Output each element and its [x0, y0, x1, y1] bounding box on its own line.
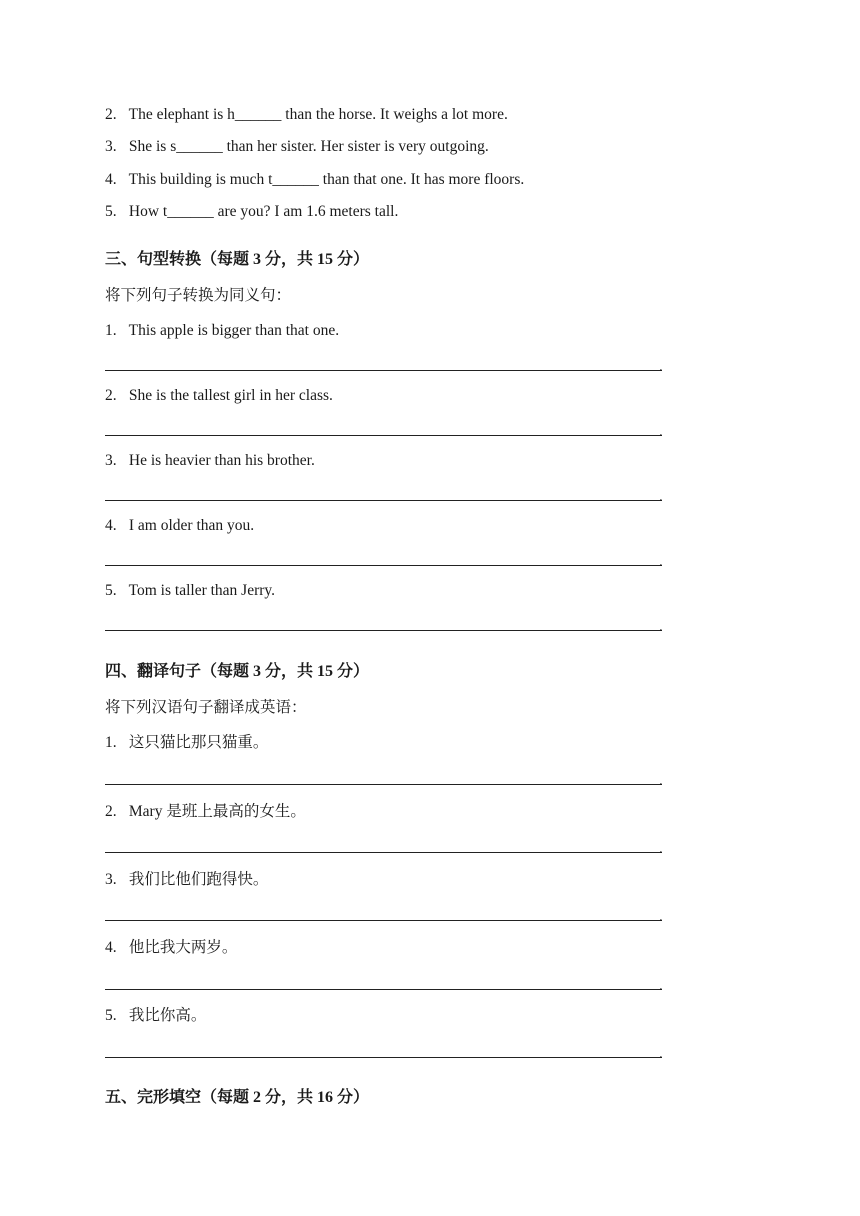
answer-line[interactable] — [105, 852, 662, 853]
item-text: 他比我大两岁。 — [128, 939, 238, 956]
item-number: 4. — [105, 517, 117, 534]
line-end-period: . — [659, 359, 663, 375]
section-heading: 五、完形填空（每题 2 分，共 16 分） — [105, 1089, 370, 1106]
item-number: 3. — [105, 138, 117, 155]
answer-line[interactable] — [105, 784, 662, 785]
rewrite-item — [105, 516, 254, 536]
item-text: I am older than you. — [128, 517, 255, 534]
answer-line[interactable] — [105, 630, 662, 631]
line-end-period: . — [659, 554, 663, 570]
rewrite-item — [105, 386, 333, 406]
translate-item — [105, 938, 237, 958]
item-number: 2. — [105, 387, 117, 404]
item-text: She is the tallest girl in her class. — [128, 387, 333, 404]
translate-item — [105, 733, 268, 753]
item-number: 4. — [105, 171, 117, 188]
item-text: This building is much t______ than that one. It has more floors. — [128, 171, 525, 188]
item-number: 3. — [105, 871, 117, 888]
translate-item — [105, 870, 268, 890]
section-heading: 三、句型转换（每题 3 分，共 15 分） — [105, 251, 370, 268]
translate-item — [105, 802, 306, 822]
item-text: This apple is bigger than that one. — [128, 322, 340, 339]
line-end-period: . — [659, 1046, 663, 1062]
item-text: The elephant is h______ than the horse. It weighs a lot more. — [128, 106, 508, 123]
item-number: 5. — [105, 1007, 117, 1024]
item-number: 1. — [105, 322, 117, 339]
line-end-period: . — [659, 909, 663, 925]
item-number: 1. — [105, 734, 117, 751]
item-text: He is heavier than his brother. — [128, 452, 315, 469]
item-number: 2. — [105, 106, 117, 123]
item-number: 4. — [105, 939, 117, 956]
fill-item — [105, 105, 508, 125]
answer-line[interactable] — [105, 989, 662, 990]
answer-line[interactable] — [105, 920, 662, 921]
line-end-period: . — [659, 841, 663, 857]
line-end-period: . — [659, 978, 663, 994]
rewrite-item — [105, 581, 275, 601]
item-text: She is s______ than her sister. Her sister is very outgoing. — [128, 138, 489, 155]
fill-item — [105, 137, 489, 157]
section-heading: 四、翻译句子（每题 3 分，共 15 分） — [105, 663, 370, 680]
answer-line[interactable] — [105, 1057, 662, 1058]
line-end-period: . — [659, 489, 663, 505]
rewrite-item — [105, 321, 339, 341]
section-instruction: 将下列汉语句子翻译成英语： — [105, 699, 307, 716]
answer-line[interactable] — [105, 565, 662, 566]
item-text: 这只猫比那只猫重。 — [128, 734, 269, 751]
item-text: 我比你高。 — [128, 1007, 207, 1024]
item-number: 5. — [105, 203, 117, 220]
answer-line[interactable] — [105, 500, 662, 501]
line-end-period: . — [659, 773, 663, 789]
item-number: 3. — [105, 452, 117, 469]
section-instruction: 将下列句子转换为同义句： — [105, 287, 292, 304]
item-text: Mary 是班上最高的女生。 — [128, 803, 306, 820]
item-text: How t______ are you? I am 1.6 meters tall. — [128, 203, 399, 220]
line-end-period: . — [659, 424, 663, 440]
fill-item — [105, 170, 524, 190]
rewrite-item — [105, 451, 315, 471]
line-end-period: . — [659, 619, 663, 635]
item-text: Tom is taller than Jerry. — [128, 582, 276, 599]
fill-item — [105, 202, 398, 222]
translate-item — [105, 1006, 206, 1026]
answer-line[interactable] — [105, 370, 662, 371]
item-text: 我们比他们跑得快。 — [128, 871, 269, 888]
item-number: 2. — [105, 803, 117, 820]
answer-line[interactable] — [105, 435, 662, 436]
item-number: 5. — [105, 582, 117, 599]
